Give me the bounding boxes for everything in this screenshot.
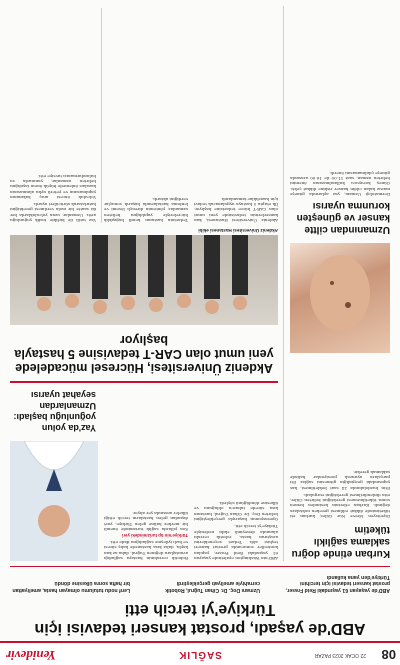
subhead-2: Uzmanı Doç. Dr. Cihan Tuğrul, Robotik cerrahiyle ameliyatı gerçekleştirdi: [165, 580, 260, 593]
skin-photo: [290, 243, 390, 353]
box-story-col-1: [194, 8, 278, 223]
paragraph: Yaz tatili ile birlikte trafik yoğunluğu arttı. Uzmanlar, uzun yolculuklarda her iki saatte bir mola verilmesi gerektiğini hatırlatarak sürücüleri uyardı.: [10, 202, 96, 223]
box-top-rule: [10, 382, 278, 384]
page-header: [0, 641, 400, 665]
doctor-photo: [10, 441, 98, 561]
column-divider: [101, 8, 102, 223]
doctor-illustration: [10, 441, 98, 561]
group-people-illustration: [10, 235, 278, 325]
paragraph: Son yıllarda sağlık turizminde önemli bir merkez haline gelen Türkiye, yurt dışından gelen hastaların tercih ettiği ülkeler arasında yer alıyor.: [104, 510, 188, 532]
box-story-col-2: [104, 8, 188, 223]
paragraph: Etin buzdolabında 24 saat bekletilmesi, kas yapısındaki gerginliğin gitmesini sağlar. Eti parçalara ayırarak porsiyonlar halinde saklamak gerekir.: [290, 469, 390, 491]
column-divider: [283, 6, 284, 561]
paragraph: Robotik cerrahinin hastaya sağladığı avantajlara değinen Tuğrul, daha az kan kaybı, daha kısa hastanede kalış süresi ve hızlı iyileşme sağladığını ifade etti.: [104, 540, 188, 561]
main-story-col-1: [194, 391, 278, 561]
main-headline: ABD'de yaşadı, prostat kanseri tedavisi için Türkiye'yi tercih etti: [34, 601, 366, 637]
box-story-title: Akdeniz Üniversitesi, Hücresel mücadelede yeni umut olan CAR-T tedavisine 5 hastayla başlıyor: [14, 333, 274, 375]
paragraph: Akdeniz Üniversitesi Hastanesi, kan kanserlerinin tedavisinde yeni umut olan CAR-T hücre tedavisine başlıyor. İlk etapta 5 hastaya uygulanacak tedavi için hazırlıklar tamamlandı.: [194, 196, 278, 223]
edition-date: 22 OCAK 2023 PAZAR: [314, 652, 366, 658]
left-section-title: Kurban etinde doğru saklama sağlıklı tüketim: [291, 524, 390, 559]
headline-divider: [10, 566, 390, 567]
paragraph: ABD'nin Washington eyaletinde yaşayan 61 yaşındaki Reid Fraser, yapılan kontroller sonucunda prostat kanseri teşhisi aldı. Tedavi seçeneklerini araştıran hasta, robotik cerrahi alanında deneyimli ekibi nedeniyle Türkiye'yi tercih etti.: [194, 524, 278, 561]
group-photo-caption: Akdeniz Üniversitesi Hastanesi ekibi: [198, 228, 278, 233]
right-section-body: [10, 8, 96, 223]
subhead-3: Lenf nodu tutulumu olmayan hasta, ameliyattan bir hafta sonra ülkesine döndü: [12, 580, 130, 593]
left-subtitle: Uzmanından ciltte kanser ve güneşten korunma uyarısı: [296, 200, 390, 235]
main-story-subhead: Türkiye'nin tıp turizmindeki yeri: [122, 532, 188, 538]
left-subtitle-body: [290, 7, 390, 197]
hand-illustration: [290, 243, 390, 353]
subhead-1: ABD'de yaşayan 61 yaşındaki Reid Fraser, prostat kanseri tedavisi için tercihini Türkiye'den yana kullandı: [286, 574, 390, 593]
right-section-title: Yaz'da yolun yoğunluğu başladı: Uzmanlardan seyahat uyarısı: [13, 390, 96, 433]
left-section-body: [290, 359, 390, 519]
section-title: SAĞLIK: [178, 649, 222, 660]
page-number: 08: [381, 647, 396, 662]
group-photo: [10, 235, 278, 325]
newspaper-logo: Yenidevir: [6, 648, 56, 663]
main-story-col-2: [104, 391, 188, 561]
paragraph: Diyetisyen Merve Nur Güler, kurban eti tüketiminde dikkat edilmesi gereken noktalara değindi. Kurban etlerinin kesimden hemen sonra tüketilmemesi gerektiğini belirten Güler, etin dinlendirilmesi gerektiğini vurguladı.: [290, 492, 390, 519]
paragraph: Dermatoloji Uzmanı, yaz aylarında güneşe maruz kalan cildin kanser riskine dikkat çekti. Güneş koruyucu kullanılmasının önemini belirten uzman, saat 11.00 ile 16.00 arasında güneşe çıkılmamasını önerdi.: [290, 170, 390, 197]
paragraph: Tedavinin hastanın kendi bağışıklık hücreleriyle yapıldığını belirten uzmanlar, yöntemin dirençli lösemi ve lenfoma hastalarında başarılı sonuçlar verdiğini aktardı.: [104, 196, 188, 223]
paragraph: Yolculuk öncesi araç bakımının yapılmasının ve yeterli uyku alınmasının kazaları önlemede büyük önem taşıdığını belirten uzmanlar, yanınızda su bulundurmanızı tavsiye etti.: [10, 173, 96, 200]
paragraph: Operasyonun başarıyla gerçekleştiğini belirten Doç. Dr. Cihan Tuğrul, hastanın kısa sürede taburcu olduğunu ve ülkesine döndüğünü söyledi.: [194, 501, 278, 522]
